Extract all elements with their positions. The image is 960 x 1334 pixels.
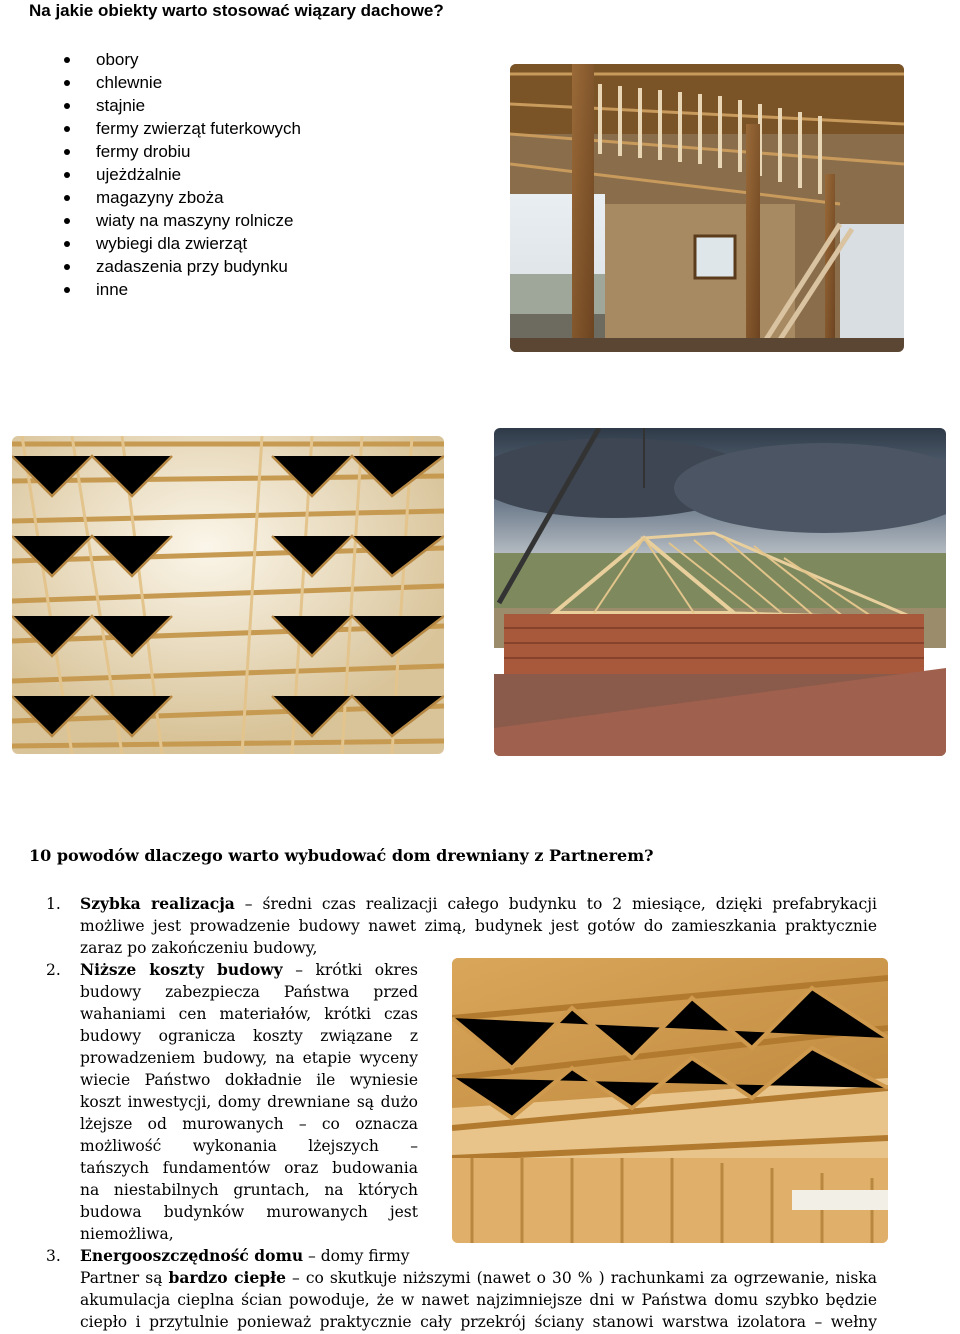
reason-3-line: akumulacja cieplna ścian powoduje, że w nawet najzimniejsze dni w Państwa domu szybko będzie	[80, 1291, 877, 1309]
reason-2-line: wahaniami cen materiałów, krótki czas	[80, 1005, 418, 1023]
object-item: stajnie	[56, 94, 301, 117]
reason-2-line: możliwość wykonania lżejszych –	[80, 1137, 418, 1155]
reason-2-line: – krótki okres	[282, 961, 418, 979]
reason-3-line: – co skutkuje niższymi (nawet o 30 % ) rachunkami za ogrzewanie, niska	[285, 1269, 877, 1287]
reason-2-line: lżejsze od murowanych – co oznacza	[80, 1115, 418, 1133]
reason-3-text	[80, 1245, 877, 1333]
reason-2-line: koszt inwestycji, domy drewniane są dużo	[80, 1093, 418, 1111]
reason-3-line: ciepło i przytulnie ponieważ praktycznie cały przekrój ściany stanowi warstwa izolatora – wełny	[80, 1313, 877, 1331]
truss-ceiling-photo	[12, 436, 444, 754]
reason-2-title: Niższe koszty budowy	[80, 960, 283, 979]
roof-construction-photo	[494, 428, 946, 756]
reason-2-line: niemożliwa,	[80, 1225, 174, 1243]
object-item: wybiegi dla zwierząt	[56, 232, 301, 255]
object-item: fermy zwierząt futerkowych	[56, 117, 301, 140]
reason-1-line: możliwe jest prowadzenie budowy nawet zimą, budynek jest gotów do zamieszkania praktycznie	[80, 917, 877, 935]
reason-2-line: prowadzeniem budowy, na etapie wyceny	[80, 1049, 418, 1067]
object-item: fermy drobiu	[56, 140, 301, 163]
reason-3-line: – domy firmy	[303, 1247, 410, 1265]
barn-interior-photo	[510, 64, 904, 352]
reason-3-number: 3.	[46, 1247, 61, 1265]
truss-interior-photo	[452, 958, 888, 1243]
object-item: chlewnie	[56, 71, 301, 94]
object-item: inne	[56, 278, 301, 301]
objects-list	[56, 48, 301, 301]
reason-2-line: budowa budynków murowanych jest	[80, 1203, 418, 1221]
object-item: obory	[56, 48, 301, 71]
object-item: ujeżdżalnie	[56, 163, 301, 186]
reason-3-line: Partner są	[80, 1269, 169, 1287]
object-item: wiaty na maszyny rolnicze	[56, 209, 301, 232]
reason-3-emphasis: bardzo ciepłe	[168, 1268, 286, 1287]
reason-2-line: budowy zabezpiecza Państwa przed	[80, 983, 418, 1001]
reason-2-line: tańszych fundamentów oraz budowania	[80, 1159, 418, 1177]
reason-1-line: – średni czas realizacji całego budynku to 2 miesiące, dzięki prefabrykacji	[234, 895, 877, 913]
object-item: zadaszenia przy budynku	[56, 255, 301, 278]
reason-1-text	[80, 893, 877, 959]
reason-2-line: budowy ogranicza koszty związane z	[80, 1027, 418, 1045]
reason-1-line: zaraz po zakończeniu budowy,	[80, 939, 318, 957]
heading-reasons: 10 powodów dlaczego warto wybudować dom drewniany z Partnerem?	[29, 846, 654, 865]
reason-2-number: 2.	[46, 961, 61, 979]
reason-1-number: 1.	[46, 895, 61, 913]
reason-2-line: wiecie Państwo dokładnie ile wyniesie	[80, 1071, 418, 1089]
reason-2-text	[80, 959, 418, 1245]
reason-2-line: na niestabilnych gruntach, na których	[80, 1181, 418, 1199]
object-item: magazyny zboża	[56, 186, 301, 209]
reason-3-title: Energooszczędność domu	[80, 1246, 304, 1265]
heading-objects: Na jakie obiekty warto stosować wiązary dachowe?	[29, 1, 444, 20]
reason-1-title: Szybka realizacja	[80, 894, 235, 913]
